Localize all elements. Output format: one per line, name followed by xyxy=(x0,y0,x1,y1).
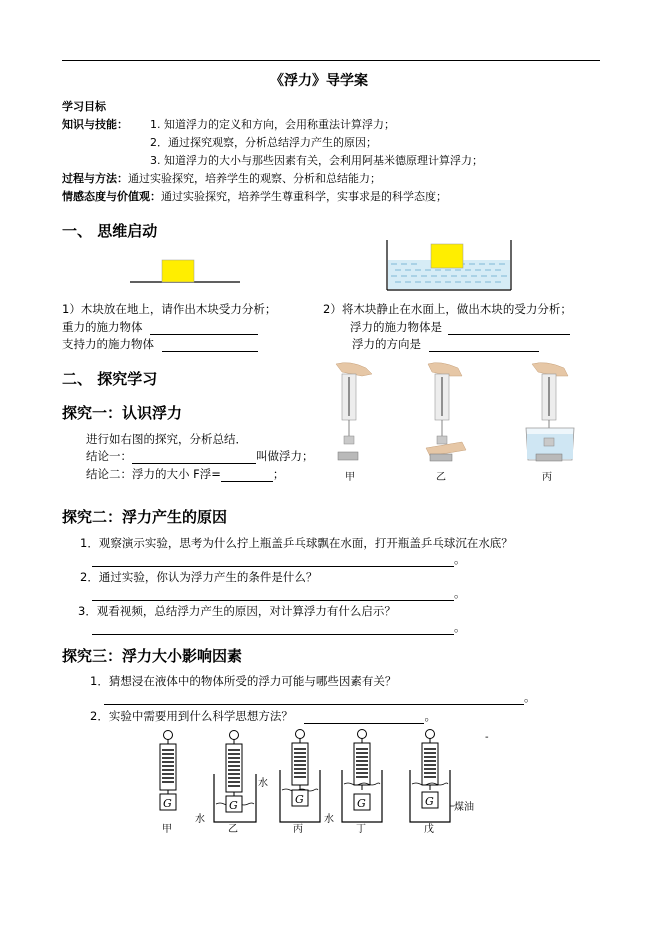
conclusion1-suffix: 叫做浮力； xyxy=(256,449,314,463)
explore3-a1-end: 。 xyxy=(524,690,536,704)
explore2-a3-end: 。 xyxy=(454,620,466,634)
explore3-a1-blank[interactable] xyxy=(104,692,524,705)
block-in-water-figure xyxy=(385,238,513,293)
s1-q1: 1）木块放在地上，请作出木块受力分析； xyxy=(62,302,277,316)
conclusion2-prefix: 结论二：浮力的大小 F浮= xyxy=(86,467,221,481)
explore2-q3: 3．观看视频，总结浮力产生的原因，对计算浮力有什么启示？ xyxy=(78,604,396,618)
gravity-line xyxy=(62,319,258,335)
buoy-label: 浮力的施力物体是 xyxy=(350,320,442,334)
knowledge-label: 知识与技能： xyxy=(62,118,128,131)
explore3-q2: 2．实验中需要用到什么科学思想方法？ xyxy=(90,709,293,723)
explore1-title: 探究一：认识浮力 xyxy=(62,404,183,422)
buoyancy-factor-diagrams xyxy=(140,728,474,840)
s1-q2: 2）将木块静止在水面上，做出木块的受力分析； xyxy=(323,302,572,316)
diagram-bing xyxy=(258,730,320,836)
buoy-blank[interactable] xyxy=(448,322,570,335)
explore3-a2-blank[interactable] xyxy=(304,711,424,724)
conclusion2-line xyxy=(86,466,284,482)
explore3-a2-end: 。 xyxy=(424,709,436,723)
conclusion1-prefix: 结论一： xyxy=(86,449,132,463)
diagram-label-bing: 丙 xyxy=(293,824,303,835)
conclusion1-blank[interactable] xyxy=(132,451,256,464)
process-label: 过程与方法： xyxy=(62,172,128,185)
knowledge-item-3: 3. 知道浮力的大小与那些因素有关，会利用阿基米德原理计算浮力； xyxy=(150,154,483,167)
emotion-label: 情感态度与价值观： xyxy=(62,190,161,203)
diagram-yi xyxy=(195,731,256,836)
process-line xyxy=(62,170,381,186)
buoy-line xyxy=(350,319,570,335)
block-label-bing: G xyxy=(295,793,304,806)
explore1-intro: 进行如右图的探究，分析总结． xyxy=(86,432,247,446)
explore2-a3-line xyxy=(92,619,466,635)
explore2-q1: 1．观察演示实验，思考为什么拧上瓶盖乒乓球飘在水面，打开瓶盖乒乓球沉在水底？ xyxy=(80,536,513,550)
explore2-q2: 2．通过实验，你认为浮力产生的条件是什么？ xyxy=(80,570,318,584)
knowledge-item-2: 2．通过探究观察，分析总结浮力产生的原因； xyxy=(150,136,377,149)
explore2-a2-end: 。 xyxy=(454,586,466,600)
block-label-ding: G xyxy=(357,797,366,810)
buoy-dir-line xyxy=(352,336,539,352)
objectives-heading: 学习目标 xyxy=(62,100,106,113)
block-label-yi: G xyxy=(229,799,238,812)
support-line xyxy=(62,336,258,352)
diagram-ding xyxy=(324,730,382,836)
explore2-a2-blank[interactable] xyxy=(92,588,454,601)
wood-block xyxy=(162,260,194,282)
conclusion1-line xyxy=(86,448,314,464)
photo-label-jia: 甲 xyxy=(345,472,355,483)
section1-heading: 一、 思维启动 xyxy=(62,222,158,240)
conclusion2-suffix: ； xyxy=(272,467,285,481)
explore3-a1-line xyxy=(104,689,536,705)
explore2-a1-line xyxy=(92,551,466,567)
conclusion2-blank[interactable] xyxy=(221,469,273,482)
explore3-title: 探究三：浮力大小影响因素 xyxy=(62,647,243,665)
photo-label-yi: 乙 xyxy=(436,472,446,483)
water-label-bing: 水 xyxy=(258,778,268,789)
support-blank[interactable] xyxy=(162,339,258,352)
floating-wood-block xyxy=(431,244,463,268)
block-on-ground-figure xyxy=(130,255,240,285)
emotion-text: 通过实验探究，培养学生尊重科学，实事求是的科学态度； xyxy=(161,190,447,203)
diagram-label-yi: 乙 xyxy=(228,824,238,835)
spring-scale-photos xyxy=(332,362,604,484)
gravity-label: 重力的施力物体 xyxy=(62,320,143,334)
buoy-dir-blank[interactable] xyxy=(429,339,539,352)
block-label-wu: G xyxy=(425,795,434,808)
section2-heading: 二、 探究学习 xyxy=(62,370,158,388)
explore2-a1-end: 。 xyxy=(454,552,466,566)
water-label-ding: 水 xyxy=(324,814,334,825)
water-label-yi: 水 xyxy=(195,814,205,825)
explore2-title: 探究二：浮力产生的原因 xyxy=(62,508,228,526)
kerosene-label: 煤油 xyxy=(454,802,474,813)
diagram-jia xyxy=(160,731,176,836)
dash-mark: - xyxy=(485,732,489,743)
explore2-a3-blank[interactable] xyxy=(92,622,454,635)
top-rule xyxy=(62,60,600,61)
page-title: 《浮力》导学案 xyxy=(270,73,368,89)
diagram-label-jia: 甲 xyxy=(162,824,172,835)
diagram-label-wu: 戊 xyxy=(424,824,434,835)
explore2-a1-blank[interactable] xyxy=(92,554,454,567)
support-label: 支持力的施力物体 xyxy=(62,337,154,351)
diagram-label-ding: 丁 xyxy=(356,824,366,835)
emotion-line xyxy=(62,188,447,204)
photo-label-bing: 丙 xyxy=(542,472,552,483)
gravity-blank[interactable] xyxy=(150,322,258,335)
explore3-q2-line xyxy=(90,708,436,724)
diagram-wu xyxy=(410,730,474,836)
process-text: 通过实验探究，培养学生的观察、分析和总结能力； xyxy=(128,172,381,185)
explore3-q1: 1．猜想浸在液体中的物体所受的浮力可能与哪些因素有关？ xyxy=(90,674,397,688)
block-label-jia: G xyxy=(163,797,172,810)
buoy-dir-label: 浮力的方向是 xyxy=(352,337,421,351)
explore2-a2-line xyxy=(92,585,466,601)
knowledge-item-1: 1. 知道浮力的定义和方向，会用称重法计算浮力； xyxy=(150,118,395,131)
